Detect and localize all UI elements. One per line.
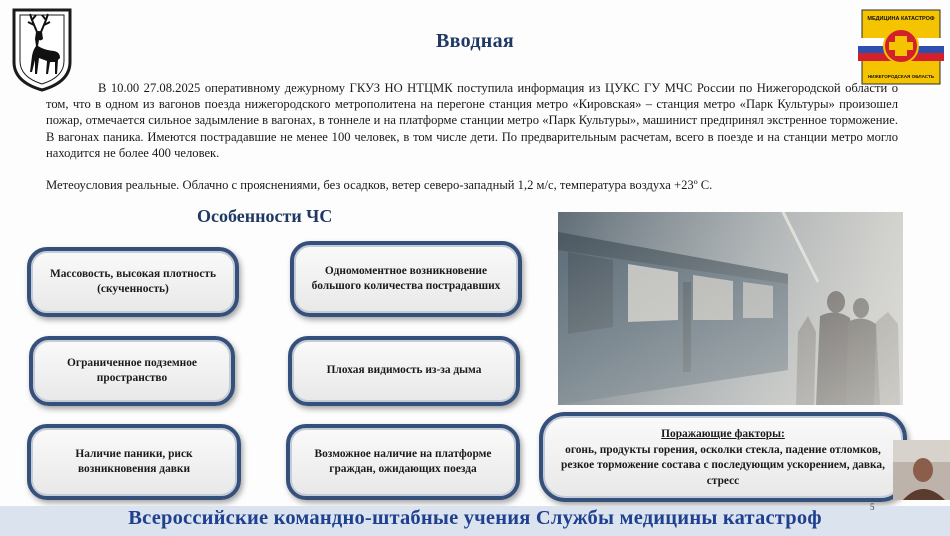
weather-paragraph: Метеоусловия реальные. Облачно с прояснениями, без осадков, ветер северо-западный 1,2 м/с, температура воздуха +23º С.: [46, 178, 713, 192]
feature-box-visibility: [288, 336, 520, 406]
feature-box-confined-space: [29, 336, 235, 406]
factors-title: Поражающие факторы:: [661, 428, 785, 440]
feature-box-platform-people: [286, 424, 520, 500]
damaging-factors-box: [539, 412, 907, 502]
feature-box-panic: [27, 424, 241, 500]
feature-text: Возможное наличие на платформе граждан, ожидающих поезда: [314, 447, 492, 475]
feature-text: Ограниченное подземное пространство: [67, 356, 197, 384]
page-number: 5: [870, 502, 875, 512]
feature-text: Плохая видимость из-за дыма: [326, 364, 482, 377]
slide-title: Вводная: [436, 30, 514, 52]
speaker-video-thumbnail: [893, 440, 950, 500]
features-heading: Особенности ЧС: [197, 206, 333, 226]
feature-box-density: [27, 247, 239, 317]
feature-text: Одномоментное возникновение большого количества пострадавших: [311, 264, 501, 292]
emblem-bottom-text: НИЖЕГОРОДСКАЯ ОБЛАСТЬ: [867, 74, 935, 79]
footer-text: Всероссийские командно-штабные учения Службы медицины катастроф: [128, 507, 822, 529]
metro-smoke-photo: [558, 212, 903, 405]
feature-text: Массовость, высокая плотность (скученность): [49, 267, 217, 295]
feature-text: Наличие паники, риск возникновения давки: [75, 447, 193, 475]
feature-box-mass-casualties: [290, 241, 522, 317]
emblem-top-text: МЕДИЦИНА КАТАСТРОФ: [867, 16, 935, 22]
intro-paragraph: В 10.00 27.08.2025 оперативному дежурному ГКУЗ НО НТЦМК поступила информация из ЦУКС ГУ МЧС России по Нижегородской области о том, что в одном из вагонов поезда нижегородского метрополитена на перегоне станция метро «Кировская» – станция метро «Парк Культуры» произошел пожар, отмечается сильное задымление в вагонах, в тоннеле и на платформе станции метро «Парк Культуры», машинист предпринял экстренное торможение. В вагонах паника. Имеются пострадавшие не менее 100 человек, в том числе дети. По предварительным расчетам, всего в поезде и на станции метро могло находится не более 400 человек.: [46, 81, 898, 160]
factors-text: огонь, продукты горения, осколки стекла, падение отломков, резкое торможение состава с последующим ускорением, давка, стресс: [561, 443, 885, 487]
